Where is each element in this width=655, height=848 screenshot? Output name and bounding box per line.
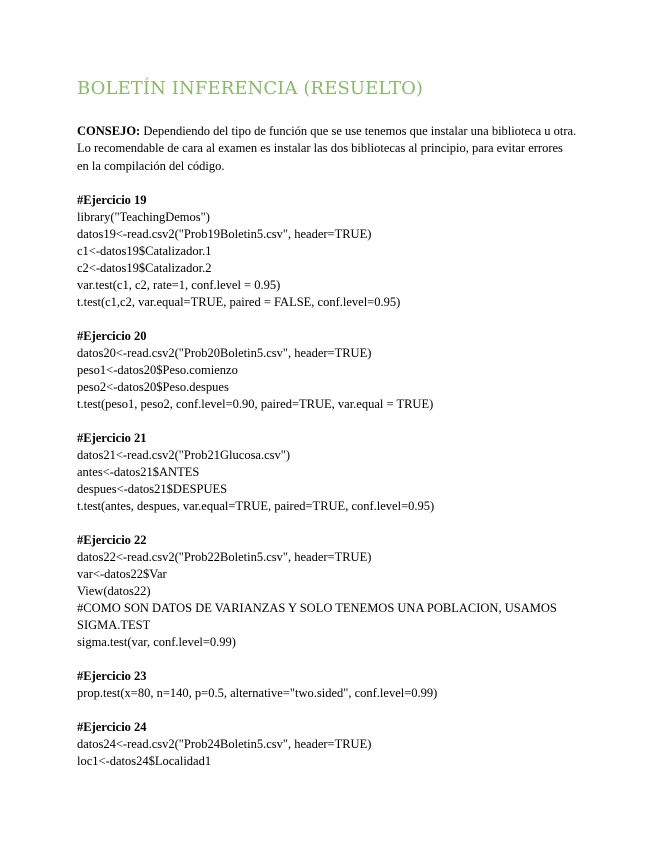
exercise-heading: #Ejercicio 21: [77, 430, 147, 445]
code-line: peso1<-datos20$Peso.comienzo: [77, 362, 238, 377]
code-line: despues<-datos21$DESPUES: [77, 481, 228, 496]
code-line: c1<-datos19$Catalizador.1: [77, 243, 212, 258]
code-line: datos20<-read.csv2("Prob20Boletin5.csv", header=TRUE): [77, 345, 372, 360]
document-title: BOLETÍN INFERENCIA (RESUELTO): [77, 78, 424, 99]
code-comment-line: #COMO SON DATOS DE VARIANZAS Y SOLO TENEMOS UNA POBLACION, USAMOS SIGMA.TEST: [77, 600, 560, 632]
advice-text: Dependiendo del tipo de función que se use tenemos que instalar una biblioteca u otra. Lo recomendable de cara al examen es instalar las dos bibliotecas al principio, para evitar errores en la compilación del código.: [77, 124, 577, 173]
advice-label: CONSEJO:: [77, 124, 141, 138]
code-line: loc1<-datos24$Localidad1: [77, 753, 212, 768]
exercise-section: [77, 328, 595, 413]
code-line: t.test(antes, despues, var.equal=TRUE, paired=TRUE, conf.level=0.95): [77, 498, 435, 513]
code-line: prop.test(x=80, n=140, p=0.5, alternative="two.sided", conf.level=0.99): [77, 685, 438, 700]
code-line: library("TeachingDemos"): [77, 209, 210, 224]
code-line: datos22<-read.csv2("Prob22Boletin5.csv", header=TRUE): [77, 549, 372, 564]
code-line: datos21<-read.csv2("Prob21Glucosa.csv"): [77, 447, 291, 462]
code-line: antes<-datos21$ANTES: [77, 464, 200, 479]
code-line: c2<-datos19$Catalizador.2: [77, 260, 212, 275]
code-line: datos19<-read.csv2("Prob19Boletin5.csv", header=TRUE): [77, 226, 372, 241]
code-line: var<-datos22$Var: [77, 566, 167, 581]
exercise-section: [77, 430, 595, 515]
advice-paragraph: [77, 123, 577, 175]
exercise-heading: #Ejercicio 22: [77, 532, 147, 547]
code-line: datos24<-read.csv2("Prob24Boletin5.csv", header=TRUE): [77, 736, 372, 751]
exercise-heading: #Ejercicio 20: [77, 328, 147, 343]
code-line: View(datos22): [77, 583, 151, 598]
exercise-heading: #Ejercicio 23: [77, 668, 147, 683]
code-line: t.test(c1,c2, var.equal=TRUE, paired = FALSE, conf.level=0.95): [77, 294, 401, 309]
exercise-section: [77, 532, 595, 651]
exercise-heading: #Ejercicio 24: [77, 719, 147, 734]
exercise-section: [77, 192, 595, 311]
code-line: var.test(c1, c2, rate=1, conf.level = 0.95): [77, 277, 281, 292]
code-line: t.test(peso1, peso2, conf.level=0.90, paired=TRUE, var.equal = TRUE): [77, 396, 434, 411]
exercise-heading: #Ejercicio 19: [77, 192, 147, 207]
code-line: peso2<-datos20$Peso.despues: [77, 379, 229, 394]
code-line: sigma.test(var, conf.level=0.99): [77, 634, 236, 649]
exercise-section: [77, 668, 595, 702]
exercise-section: [77, 719, 595, 770]
